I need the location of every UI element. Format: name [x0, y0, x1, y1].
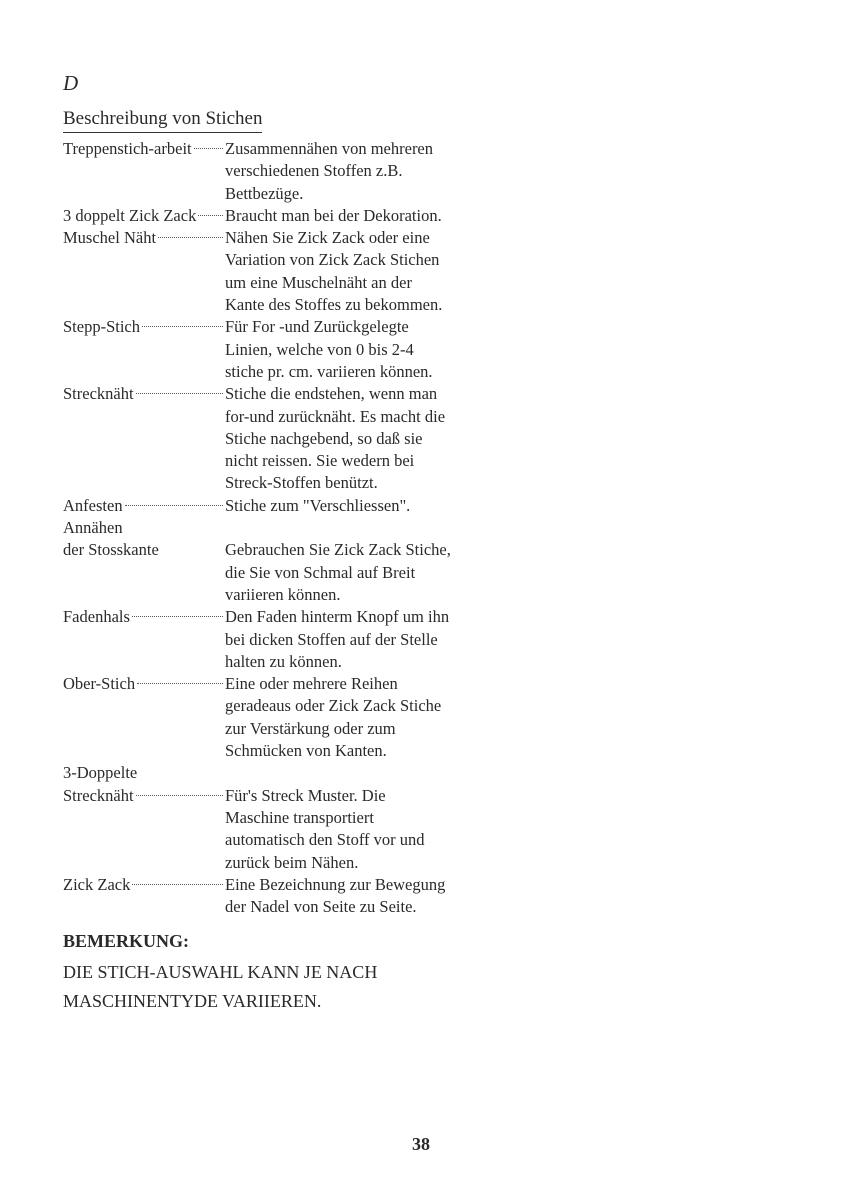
glossary-entry [63, 316, 483, 383]
glossary-description: Für's Streck Muster. Die Maschine transportiert automatisch den Stoff vor und zurück beim Nähen. [225, 785, 425, 872]
glossary-description: Gebrauchen Sie Zick Zack Stiche, die Sie von Schmal auf Breit variieren können. [225, 540, 451, 604]
glossary-entry [63, 227, 483, 316]
glossary-description: Eine Bezeichnung zur Bewegung der Nadel von Seite zu Seite. [225, 874, 446, 917]
glossary-description: Zusammennähen von mehreren verschiedenen Stoffen z.B. Bettbezüge. [225, 139, 434, 203]
dotted-leader [125, 504, 223, 506]
glossary-term [63, 874, 225, 896]
dotted-leader [137, 682, 223, 684]
dotted-leader [194, 147, 223, 149]
glossary-term [63, 227, 225, 249]
page-heading: Beschreibung von Stichen [63, 108, 262, 133]
glossary-entry [63, 874, 483, 919]
section-letter: D [63, 71, 79, 95]
dotted-leader [136, 392, 223, 394]
glossary-entry [63, 383, 483, 494]
term-text: Muschel Näht [63, 228, 157, 248]
glossary-entry [63, 205, 483, 227]
glossary-term [63, 383, 225, 405]
term-text: Ober-Stich [63, 674, 136, 694]
term-text: Strecknäht [63, 384, 134, 404]
term-text: 3-Doppelte [63, 763, 138, 783]
page-number: 38 [412, 1134, 430, 1154]
glossary-description: Braucht man bei der Dekoration. [225, 205, 442, 225]
term-text: Annähen [63, 518, 123, 538]
glossary-term [63, 517, 225, 562]
stitch-glossary [63, 138, 483, 918]
glossary-term [63, 138, 225, 160]
term-text: Stepp-Stich [63, 317, 140, 337]
term-text: Strecknäht [63, 785, 134, 805]
note-text: DIE STICH-AUSWAHL KANN JE NACH MASCHINENTYDE VARIIEREN. [63, 962, 378, 1011]
glossary-term [63, 316, 225, 338]
glossary-entry [63, 517, 483, 606]
term-text: Treppenstich-arbeit [63, 139, 192, 158]
glossary-entry [63, 495, 483, 517]
glossary-description: Den Faden hinterm Knopf um ihn bei dicken Stoffen auf der Stelle halten zu können. [225, 607, 450, 671]
dotted-leader [142, 325, 223, 327]
term-text: Fadenhals [63, 607, 130, 627]
glossary-entry [63, 673, 483, 762]
dotted-leader [136, 794, 223, 796]
dotted-leader [158, 236, 223, 238]
dotted-leader [198, 214, 223, 216]
glossary-term [63, 762, 225, 807]
glossary-entry [63, 138, 483, 205]
glossary-term [63, 673, 225, 695]
glossary-description: Stiche die endstehen, wenn man for-und zurücknäht. Es macht die Stiche nachgebend, so daß sie nicht reissen. Sie wedern bei Streck-Stoffen benützt. [225, 384, 446, 493]
term-text: Anfesten [63, 495, 123, 515]
term-text: Zick Zack [63, 874, 131, 894]
glossary-term [63, 495, 225, 517]
dotted-leader [132, 883, 223, 885]
glossary-term [63, 606, 225, 628]
glossary-entry [63, 762, 483, 873]
glossary-description: Für For -und Zurückgelegte Linien, welche von 0 bis 2-4 stiche pr. cm. variieren können. [225, 317, 433, 381]
glossary-description: Nähen Sie Zick Zack oder eine Variation von Zick Zack Stichen um eine Muschelnäht an der Kante des Stoffes zu bekommen. [225, 228, 443, 315]
glossary-term [63, 205, 225, 227]
note-title: BEMERKUNG: [63, 931, 189, 951]
glossary-description: Eine oder mehrere Reihen geradeaus oder Zick Zack Stiche zur Verstärkung oder zum Schmücken von Kanten. [225, 674, 442, 761]
glossary-entry [63, 606, 483, 673]
term-text: der Stosskante [63, 540, 159, 560]
dotted-leader [132, 615, 223, 617]
glossary-description: Stiche zum "Verschliessen". [225, 495, 411, 515]
term-text: 3 doppelt Zick Zack [63, 205, 197, 225]
